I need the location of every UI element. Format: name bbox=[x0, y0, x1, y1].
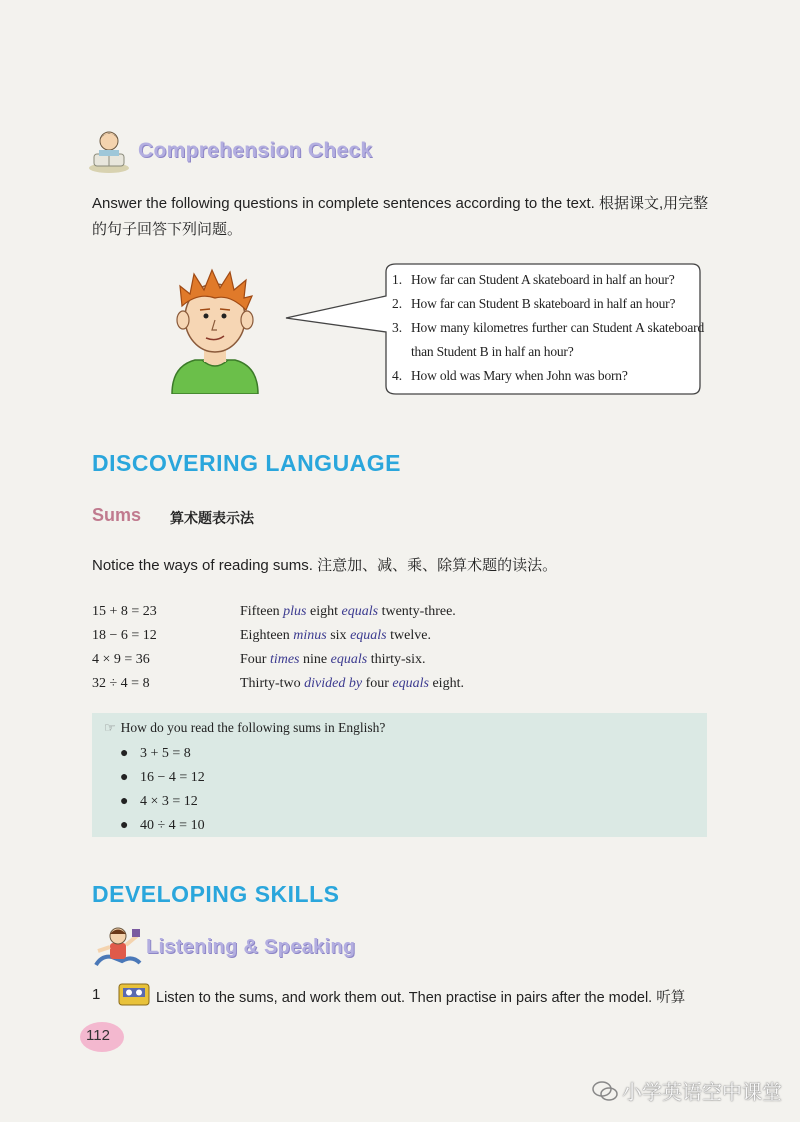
sum-reading: Fifteen plus eight equals twenty-three. bbox=[240, 604, 456, 619]
exercise-number: 1 bbox=[92, 986, 101, 1003]
list-item: ● 4 × 3 = 12 bbox=[120, 794, 198, 809]
sum-reading: Eighteen minus six equals twelve. bbox=[240, 628, 431, 643]
sum-example-row bbox=[92, 624, 464, 648]
sum-examples bbox=[92, 600, 464, 696]
sum-reading: Thirty-two divided by four equals eight. bbox=[240, 676, 464, 691]
cassette-icon bbox=[118, 981, 150, 1007]
notice-instruction: Notice the ways of reading sums. 注意加、减、乘、除算术题的读法。 bbox=[92, 557, 558, 574]
hand-pointer-icon: ☞ bbox=[104, 720, 116, 735]
sum-example-row bbox=[92, 600, 464, 624]
exercise-instruction: Listen to the sums, and work them out. Then practise in pairs after the model. 听算 bbox=[156, 990, 686, 1006]
wechat-icon bbox=[592, 1080, 618, 1102]
practice-question: ☞ How do you read the following sums in English? bbox=[104, 720, 386, 735]
question-item: 2. How far can Student B skateboard in half an hour? bbox=[392, 296, 676, 311]
comprehension-check-title: Comprehension Check bbox=[138, 139, 373, 162]
listening-kid-icon bbox=[92, 925, 144, 969]
sum-equation: 4 × 9 = 36 bbox=[92, 652, 150, 667]
list-item: ● 40 ÷ 4 = 10 bbox=[120, 818, 205, 833]
sum-example-row bbox=[92, 672, 464, 696]
developing-skills-heading: DEVELOPING SKILLS bbox=[92, 881, 340, 907]
sum-reading: Four times nine equals thirty-six. bbox=[240, 652, 426, 667]
discovering-language-heading: DISCOVERING LANGUAGE bbox=[92, 450, 402, 476]
question-item: 4. How old was Mary when John was born? bbox=[392, 368, 628, 383]
comprehension-questions bbox=[392, 268, 704, 388]
page-number: 112 bbox=[86, 1027, 110, 1044]
sum-equation: 18 − 6 = 12 bbox=[92, 628, 157, 643]
practice-list bbox=[120, 742, 205, 838]
listening-speaking-title: Listening & Speaking bbox=[146, 936, 356, 958]
sum-example-row bbox=[92, 648, 464, 672]
question-item: 1. How far can Student A skateboard in half an hour? bbox=[392, 272, 675, 287]
comprehension-instruction: Answer the following questions in complete sentences according to the text. 根据课文,用完整的句子回答下列问题。 bbox=[92, 195, 709, 238]
sums-title: Sums bbox=[92, 505, 142, 525]
sum-equation: 15 + 8 = 23 bbox=[92, 604, 157, 619]
list-item: ● 16 − 4 = 12 bbox=[120, 770, 205, 785]
list-item: ● 3 + 5 = 8 bbox=[120, 746, 191, 761]
reading-boy-icon bbox=[84, 124, 134, 174]
question-item: 3. How many kilometres further can Student A skateboard than Student B in half an hour? bbox=[392, 320, 704, 359]
sum-equation: 32 ÷ 4 = 8 bbox=[92, 676, 150, 691]
watermark: 小学英语空中课堂 bbox=[592, 1076, 782, 1105]
sums-subtitle: 算术题表示法 bbox=[170, 512, 254, 527]
boy-illustration bbox=[160, 268, 270, 394]
